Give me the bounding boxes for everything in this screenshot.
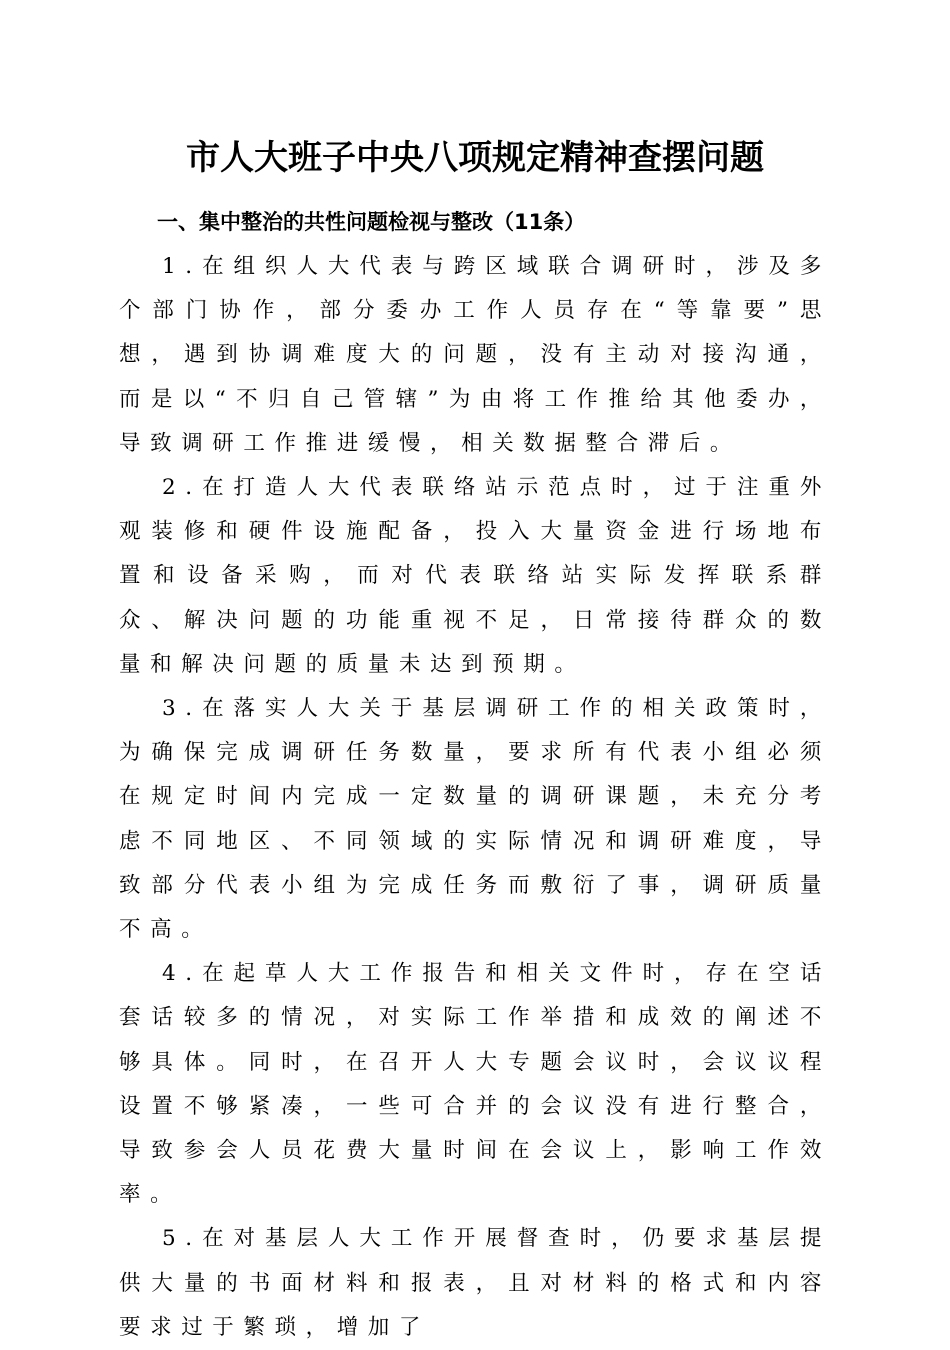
paragraph-item-4: 4.在起草人大工作报告和相关文件时，存在空话套话较多的情况，对实际工作举措和成效的阐述不够具体。同时，在召开人大专题会议时，会议议程设置不够紧凑，一些可合并的会议没有进行整合，导致参会人员花费大量时间在会议上，影响工作效率。 — [119, 961, 831, 1208]
paragraph-item-3: 3.在落实人大关于基层调研工作的相关政策时，为确保完成调研任务数量，要求所有代表小组必须在规定时间内完成一定数量的调研课题，未充分考虑不同地区、不同领域的实际情况和调研难度，导致部分代表小组为完成任务而敷衍了事，调研质量不高。 — [119, 696, 831, 943]
document-title: 市人大班子中央八项规定精神查摆问题 — [186, 138, 764, 178]
section-body — [119, 245, 831, 1350]
paragraph-item-5: 5.在对基层人大工作开展督查时，仍要求基层提供大量的书面材料和报表，且对材料的格式和内容要求过于繁琐，增加了 — [119, 1226, 831, 1340]
section-heading: 一、集中整治的共性问题检视与整改（11条） — [157, 210, 586, 234]
paragraph-item-2: 2.在打造人大代表联络站示范点时，过于注重外观装修和硬件设施配备，投入大量资金进行场地布置和设备采购，而对代表联络站实际发挥联系群众、解决问题的功能重视不足，日常接待群众的数量和解决问题的质量未达到预期。 — [119, 475, 831, 677]
paragraph-item-1: 1.在组织人大代表与跨区域联合调研时，涉及多个部门协作，部分委办工作人员存在“等靠要”思想，遇到协调难度大的问题，没有主动对接沟通，而是以“不归自己管辖”为由将工作推给其他委办，导致调研工作推进缓慢，相关数据整合滞后。 — [119, 254, 831, 456]
